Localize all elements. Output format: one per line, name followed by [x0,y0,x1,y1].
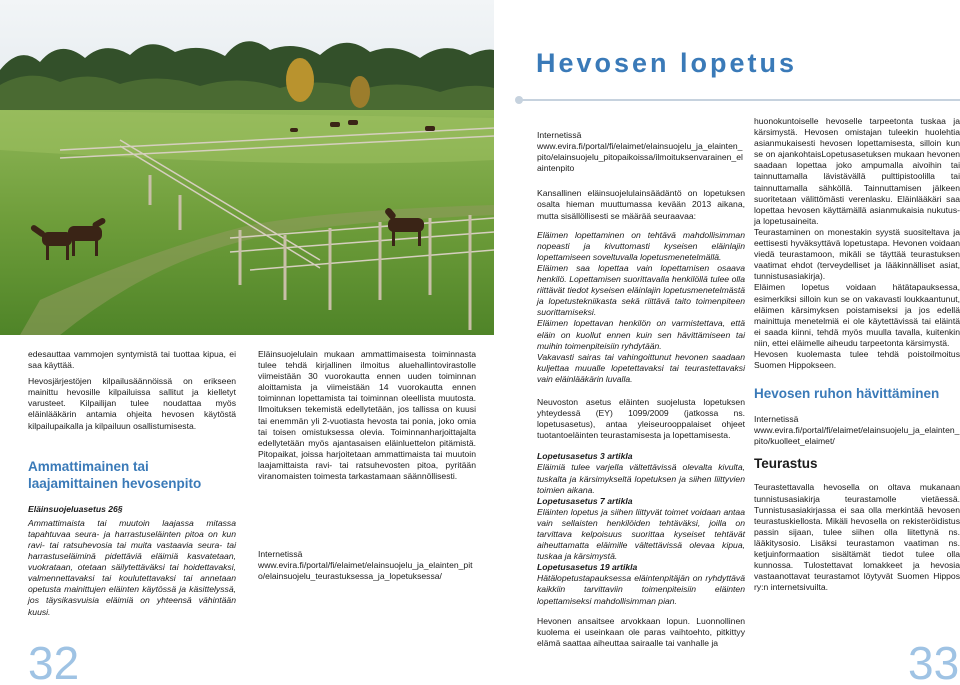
col2-spacer [258,487,476,549]
section-heading-ammattimainen: Ammattimainen tai laajamittainen hevosenpito [28,458,202,491]
col3-paragraph-2: Eläimen lopettaminen on tehtävä mahdollisimman nopeasti ja kivuttomasti kyseisen eläinlajin lopettamiseen soveltuvalla lopetusmenetelmällä. [537,229,745,262]
column-1 [28,349,236,623]
col3-art19-title: Lopetusasetus 19 artikla [537,562,638,573]
col4-paragraph-2: Teurastaminen on monestakin syystä suositeltava ja eettisesti hyväksyttävä lopetustapa. Hevonen voidaan viedä teurastamoon, mikäli se täyttää teurastuksen vaatimat ehdot (terveydelliset ja lääkinnälliset asiat, tunnistusasiakirja). [754,226,960,282]
col3-art7-title: Lopetusasetus 7 artikla [537,495,633,506]
col3-paragraph-3: Eläimen saa lopettaa vain lopettamisen osaava henkilö. Lopettamisen suorittavalla henkilöllä tulee olla riittävät tiedot kyseisen eläinlajin lopetusmenetelmästä ja lopetustekniikasta sekä riittävä taito toimenpiteen suorittamiseksi. [537,262,745,318]
col4-paragraph-3: Eläimen lopetus voidaan hätätapauksessa, esimerkiksi silloin kun se on vakavasti loukkaantunut, eläimen kärsimyksen poistamiseksi ja jos edellä mainittuja menetelmiä ei ole käytettävissä tai eläintä ei saada kiinni, tehdä myös muulla tavalla, kuitenkin niin, ettei eläimelle aiheudu tarpeetonta kärsimystä. [754,282,960,348]
col4-paragraph-5: Teurastettavalla hevosella on oltava mukanaan tunnistusasiakirja teurastamolle vietäessä. Tunnistusasiakirjassa ei saa olla merkintää hevosen teurastuskiellosta. Mikäli hevosella on rekisteröidistus passin sijaan, tulee siihen olla liitettynä ns. lääkitysosio. Lisäksi teurastamon vaatiman ns. ketjuinformaation sisältämät tiedot tulee olla kunnossa. Tulostettavat lomakkeet ja hevosia vastaanottavat teurastamot löytyvät Suomen Hippos ry:n internetsivuilta. [754,482,960,593]
page-title: Hevosen lopetus [536,48,798,78]
col3-art7-text: Eläinten lopetus ja siihen liittyvät toimet voidaan antaa vain sellaisten henkilöiden tehtäväksi, joilla on tarvittava kelpoisuus suorittaa kyseiset tehtävät aiheuttamatta eläimille vältettävissä olevaa kipua, tuskaa ja kärsimystä. [537,506,745,562]
col1-subheading: Eläinsuojeluasetus 26§ [28,503,123,514]
col3-art19-text: Hätälopetustapauksessa eläintenpitäjän on ryhdyttävä kaikkiin tarvittaviin toimenpiteisiin eläinten lopettamiseksi mahdollisimman pian. [537,573,745,606]
column-4 [754,116,960,598]
page-number-right: 33 [908,637,960,685]
col2-internet-link[interactable]: www.evira.fi/portal/fi/elaimet/elainsuojelu_ja_elainten_pito/elainsuojelu_teurastuksessa_ja_lopetuksessa/ [258,560,473,582]
page-number-left: 32 [28,637,80,685]
col3-paragraph-6: Neuvoston asetus eläinten suojelusta lopetuksen yhteydessä (EY) 1099/2009 (jatkossa ns. lopetusasetus), antaa yleiseurooppalaiset ohjeet tuotantoeläinten teurastamisesta ja lopettamisesta. [537,396,745,441]
col2-paragraph-1: Eläinsuojelulain mukaan ammattimaisesta toiminnasta tulee tehdä kirjallinen ilmoitus aluehallintovirastolle viimeistään 30 vuorokautta ennen uuden toiminnan aloittamista ja viimeistään 14 vuorokautta ennen toiminnan lopettamista tai toiminnan oleellista muutosta. Ilmoituksen tekemistä edellytetään, jos tallissa on kuusi tai enemmän yli 2-vuotiasta hevosta tai ponia, joko omia tai toisen omistuksessa olevia. Toiminnanharjoittajalta edellytetään myös ajantasaisen eläinluettelon pitämistä. Pitopaikat, joissa harjoitetaan ammattimaista tai muutoin laajamittaista ravi- tai ratsuhevosten pitoa, pyritään viranomaisten toimesta tarkastamaan säännöllisesti. [258,349,476,482]
col3-paragraph-4: Eläimen lopettavan henkilön on varmistettava, että eläin on kuollut ennen kuin sen hävittämiseen tai muihin toimenpiteisiin ryhdytään. [537,318,745,351]
col1-paragraph-2: Hevosjärjestöjen kilpailusäännöissä on erikseen mainittu hevosille kilpailuissa sallitut ja kielletyt varusteet. Kilpailijan tulee noudattaa myös eläinlääkärin antamia ohjeita hevosen käytöstä kilpailupaikalla ja kilpailuun osallistumisesta. [28,376,236,431]
column-3 [537,130,745,654]
col4-paragraph-4: Hevosen kuolemasta tulee tehdä poistoilmoitus Suomen Hippokseen. [754,348,960,371]
col4-internet-link[interactable]: www.evira.fi/portal/fi/elaimet/elainsuojelu_ja_elainten_pito/kuolleet_elaimet/ [754,425,960,447]
col4-paragraph-1: huonokuntoiselle hevoselle tarpeetonta tuskaa ja kärsimystä. Hevosen omistajan tuleekin huolehtia asianmukaisesti hevosen lopettamisesta, silloin kun se on ajankohtaisLopetusasetuksen mukaan hevonen saadaan lopettaa joko ampumalla aivoihin tai tainnuttamalla lävistävällä pulttipistoolilla tai tainnuttamalla sähköllä. Tainnuttamisen jälkeen suoritetaan välittömästi verenlasku. Eläinlääkäri saa lopettaa hevosen käyttämällä asianmukaisia nukutus- ja lopetusaineita. [754,116,960,226]
section-heading-ruhon-havittaminen: Hevosen ruhon hävittäminen [754,386,940,402]
title-rule [518,99,960,101]
col3-internet-link[interactable]: www.evira.fi/portal/fi/elaimet/elainsuojelu_ja_elainten_pito/elainsuojelu_pitopaikoissa/ilmoituksenvarainen_elaintenpito [537,141,743,174]
section-heading-teurastus: Teurastus [754,456,818,472]
horse-pasture-photo [0,0,494,335]
column-2 [258,349,476,582]
col3-internet-label: Internetissä [537,130,582,140]
col3-paragraph-7: Hevonen ansaitsee arvokkaan lopun. Luonnollinen kuolema ei useinkaan ole paras vaihtoehto, pitkittyy elämä saattaa aiheuttaa sairaalle tai vanhalle ja [537,615,745,648]
col1-paragraph-3: Ammattimaista tai muutoin laajassa mitassa tapahtuvaa seura- ja harrastuseläinten pitoa on kun ravi- tai ratsuhevosia tai muita vastaavia seura- tai harrastuseläiminä pidettäviä eläimiä kasvatetaan, vuokrataan, otetaan säilytettäväksi tai hoidettavaksi, valmennettavaksi tai koulutettavaksi tai annetaan opetusta mainittujen eläinten käytössä ja käsittelyssä, jos täysikasvuisia eläimiä on yhteensä vähintään kuusi. [28,517,236,617]
col2-internet-label: Internetissä [258,549,303,560]
col1-paragraph-1: edesauttaa vammojen syntymistä tai tuottaa kipua, ei saa käyttää. [28,349,236,371]
col4-internet-label: Internetissä [754,414,799,425]
col3-paragraph-1: Kansallinen eläinsuojelulainsäädäntö on lopetuksen osalta hieman muuttumassa kevään 2013 aikana, mutta sisällöllisesti se määrää seuraavaa: [537,188,745,221]
col3-art3-title: Lopetusasetus 3 artikla [537,451,633,462]
col3-art3-text: Eläimiä tulee varjella vältettävissä olevalta kivulta, tuskalta ja kärsimykseltä lopetuksen ja siihen liittyvien toimien aikana. [537,462,745,495]
col3-paragraph-5: Vakavasti sairas tai vahingoittunut hevonen saadaan kuljettaa muualle lopetettavaksi tai teurastettavaksi vain eläinlääkärin luvalla. [537,351,745,384]
photo-illustration [0,0,494,335]
